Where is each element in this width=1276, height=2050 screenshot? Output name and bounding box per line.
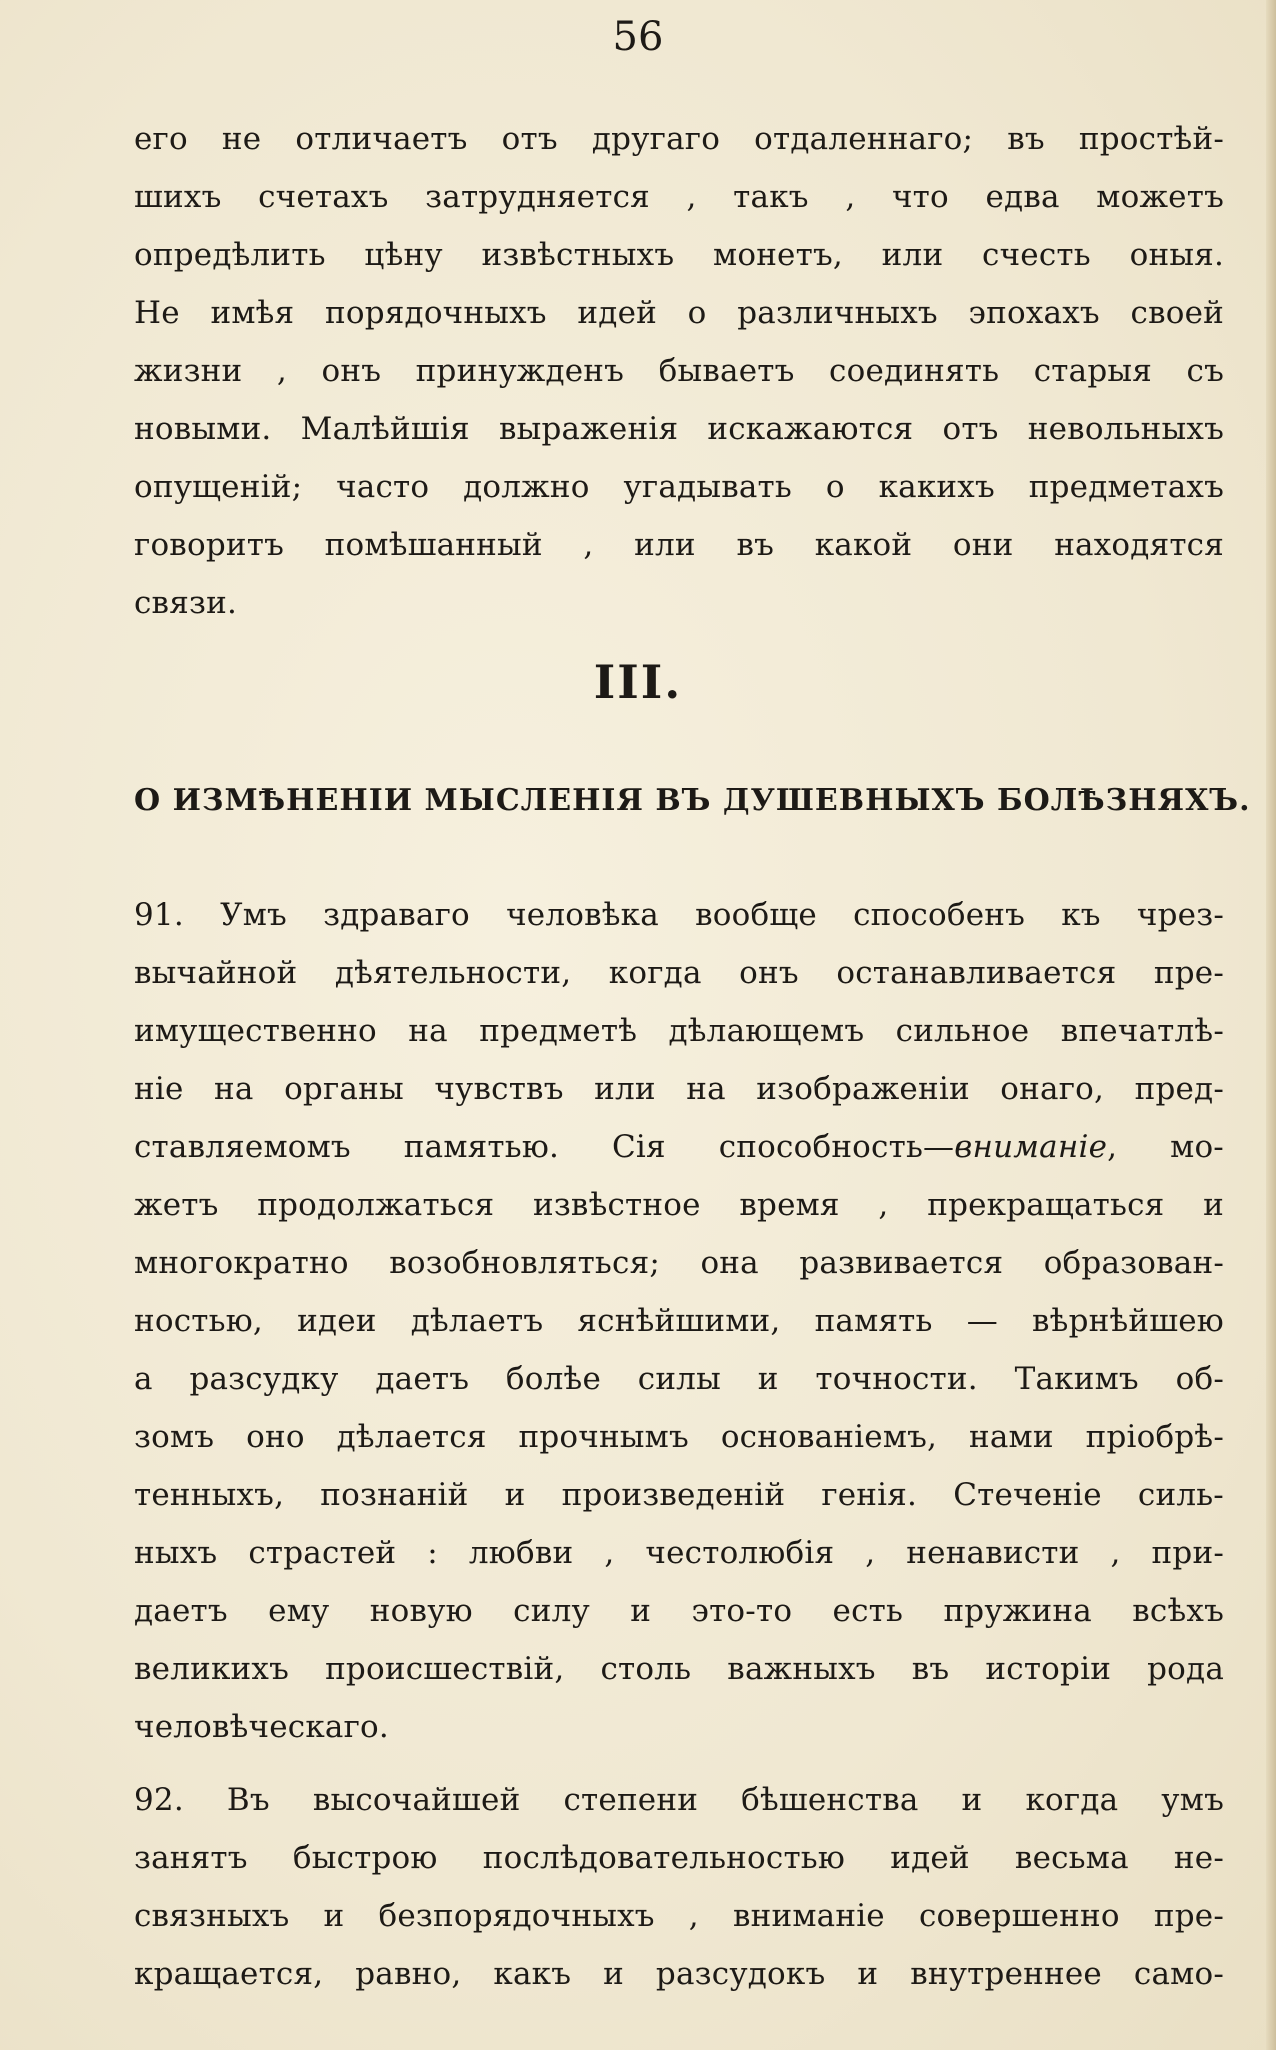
text-line: тенныхъ, познаній и произведеній генія. Стеченіе силь- [134, 1477, 1224, 1513]
text-line: его не отличаетъ отъ другаго отдаленнаго; въ простѣй- [134, 121, 1224, 157]
continuation-paragraph [134, 110, 1224, 632]
text-line: Не имѣя порядочныхъ идей о различныхъ эпохахъ своей [134, 295, 1224, 331]
text-line: имущественно на предметѣ дѣлающемъ сильное впечатлѣ- [134, 1013, 1224, 1049]
text-line: 91. Умъ здраваго человѣка вообще способенъ къ чрез- [134, 897, 1224, 933]
text-line [134, 1118, 1224, 1176]
paragraph-92 [134, 1771, 1224, 2003]
text-line: а разсудку даетъ болѣе силы и точности. Такимъ об- [134, 1361, 1224, 1397]
text-line: ныхъ страстей : любви , честолюбія , ненависти , при- [134, 1535, 1224, 1571]
paragraph-91 [134, 886, 1224, 1756]
text-line: кращается, равно, какъ и разсудокъ и внутреннее само- [134, 1956, 1224, 1992]
text-line: говоритъ помѣшанный , или въ какой они находятся [134, 527, 1224, 563]
page-edge-shadow [1266, 0, 1276, 2050]
text-line: ностью, идеи дѣлаетъ яснѣйшими, память — вѣрнѣйшею [134, 1303, 1224, 1339]
text-line: ніе на органы чувствъ или на изображеніи онаго, пред- [134, 1071, 1224, 1107]
emphasized-term: вниманіе [954, 1129, 1108, 1165]
text-line: опущеній; часто должно угадывать о какихъ предметахъ [134, 469, 1224, 505]
text-line: жетъ продолжаться извѣстное время , прекращаться и [134, 1187, 1224, 1223]
text-segment: , мо- [1107, 1129, 1224, 1165]
text-line: многократно возобновляться; она развивается образован- [134, 1245, 1224, 1281]
section-title: О ИЗМѢНЕНІИ МЫСЛЕНІЯ ВЪ ДУШЕВНЫХЪ БОЛѢЗНЯХЪ. [134, 783, 1251, 818]
text-line: занятъ быстрою послѣдовательностью идей весьма не- [134, 1840, 1224, 1876]
text-line: связи. [134, 585, 237, 621]
text-line: вычайной дѣятельности, когда онъ останавливается пре- [134, 955, 1224, 991]
page-number: 56 [612, 14, 664, 60]
text-line: шихъ счетахъ затрудняется , такъ , что едва можетъ [134, 179, 1224, 215]
text-line: 92. Въ высочайшей степени бѣшенства и когда умъ [134, 1782, 1224, 1818]
text-line: даетъ ему новую силу и это-то есть пружина всѣхъ [134, 1593, 1224, 1629]
text-line: зомъ оно дѣлается прочнымъ основаніемъ, нами пріобрѣ- [134, 1419, 1224, 1455]
text-segment: ставляемомъ памятью. Сія способность— [134, 1129, 955, 1165]
text-line: великихъ происшествій, столь важныхъ въ исторіи рода [134, 1651, 1224, 1687]
text-line: связныхъ и безпорядочныхъ , вниманіе совершенно пре- [134, 1898, 1224, 1934]
text-line: опредѣлить цѣну извѣстныхъ монетъ, или счесть оныя. [134, 237, 1224, 273]
text-line: жизни , онъ принужденъ бываетъ соединять старыя съ [134, 353, 1224, 389]
section-numeral: III. [593, 655, 683, 709]
text-line: человѣческаго. [134, 1709, 389, 1745]
text-line: новыми. Малѣйшія выраженія искажаются отъ невольныхъ [134, 411, 1224, 447]
